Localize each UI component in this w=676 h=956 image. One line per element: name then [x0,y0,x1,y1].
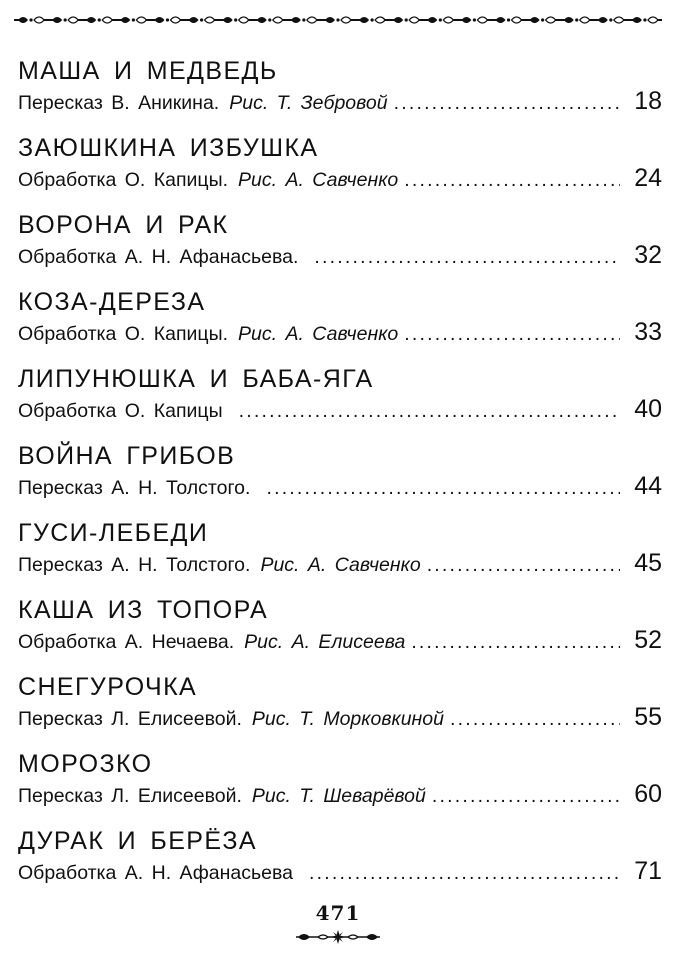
illustrator-credit: Рис. Т. Шеварёвой [251,785,426,807]
adaptation-credit: Обработка О. Капицы [18,400,223,422]
dot-leader [314,242,620,272]
illustrator-credit: Рис. А. Савченко [238,169,399,191]
adaptation-credit: Пересказ Л. Елисеевой. [18,785,242,807]
illustrator-credit: Рис. А. Савченко [238,323,399,345]
story-title: ЛИПУНЮШКА И БАБА-ЯГА [18,365,374,393]
toc-line [18,625,662,657]
dot-leader [394,88,620,118]
dot-leader [404,165,620,195]
credit-text [18,165,398,195]
story-title: ЗАЮШКИНА ИЗБУШКА [18,134,319,162]
dot-leader [450,704,620,734]
adaptation-credit: Пересказ А. Н. Толстого. [18,554,251,576]
dot-leader [432,781,620,811]
toc-entry[interactable] [18,518,662,595]
adaptation-credit: Пересказ Л. Елисеевой. [18,708,242,730]
credit-text [18,704,444,734]
toc-line [18,702,662,734]
adaptation-credit: Пересказ А. Н. Толстого. [18,477,251,499]
page-number: 44 [634,472,662,500]
dot-leader [309,858,620,888]
toc-entry[interactable] [18,749,662,826]
story-title: КАША ИЗ ТОПОРА [18,596,269,624]
credit-text [18,858,303,888]
adaptation-credit: Пересказ В. Аникина. [18,92,220,114]
illustrator-credit: Рис. А. Елисеева [244,631,406,653]
story-title: МОРОЗКО [18,750,153,778]
toc-entry[interactable] [18,826,662,903]
page-number: 71 [634,857,662,885]
page-number: 45 [634,549,662,577]
adaptation-credit: Обработка О. Капицы. [18,323,229,345]
toc-line [18,394,662,426]
story-title: ВОРОНА И РАК [18,211,229,239]
page-number: 52 [634,626,662,654]
toc-entry[interactable] [18,56,662,133]
bottom-ornament-icon [296,928,380,946]
toc-line [18,856,662,888]
toc-entry[interactable] [18,210,662,287]
page-number: 33 [634,318,662,346]
dot-leader [266,473,620,503]
dot-leader [427,550,620,580]
toc-line [18,317,662,349]
illustrator-credit: Рис. Т. Зебровой [229,92,388,114]
dot-leader [404,319,620,349]
credit-text [18,319,398,349]
adaptation-credit: Обработка А. Н. Афанасьева. [18,246,299,268]
toc-entry[interactable] [18,287,662,364]
credit-text [18,781,426,811]
page-number: 32 [634,241,662,269]
page-number: 60 [634,780,662,808]
credit-text [18,550,421,580]
story-title: ГУСИ-ЛЕБЕДИ [18,519,209,547]
story-title: ДУРАК И БЕРЁЗА [18,827,258,855]
adaptation-credit: Обработка А. Н. Афанасьева [18,862,293,884]
toc-line [18,240,662,272]
adaptation-credit: Обработка О. Капицы. [18,169,229,191]
toc-entry[interactable] [18,672,662,749]
adaptation-credit: Обработка А. Нечаева. [18,631,235,653]
illustrator-credit: Рис. Т. Морковкиной [251,708,444,730]
credit-text [18,627,405,657]
dot-leader [411,627,620,657]
dot-leader [239,396,620,426]
credit-text [18,242,308,272]
toc-line [18,163,662,195]
page-number: 18 [634,87,662,115]
credit-text [18,473,260,503]
top-ornament-border [14,8,662,32]
page-number: 55 [634,703,662,731]
toc-entry[interactable] [18,441,662,518]
page-number: 40 [634,395,662,423]
toc-entry[interactable] [18,595,662,672]
story-title: ВОЙНА ГРИБОВ [18,442,236,470]
toc-line [18,779,662,811]
toc-entry[interactable] [18,133,662,210]
illustrator-credit: Рис. А. Савченко [260,554,421,576]
table-of-contents [18,56,662,903]
story-title: КОЗА-ДЕРЕЗА [18,288,206,316]
toc-entry[interactable] [18,364,662,441]
toc-line [18,86,662,118]
story-title: СНЕГУРОЧКА [18,673,198,701]
toc-line [18,548,662,580]
folio-page-number: 471 [315,901,361,925]
credit-text [18,88,388,118]
story-title: МАША И МЕДВЕДЬ [18,57,278,85]
credit-text [18,396,233,426]
page-number: 24 [634,164,662,192]
toc-line [18,471,662,503]
